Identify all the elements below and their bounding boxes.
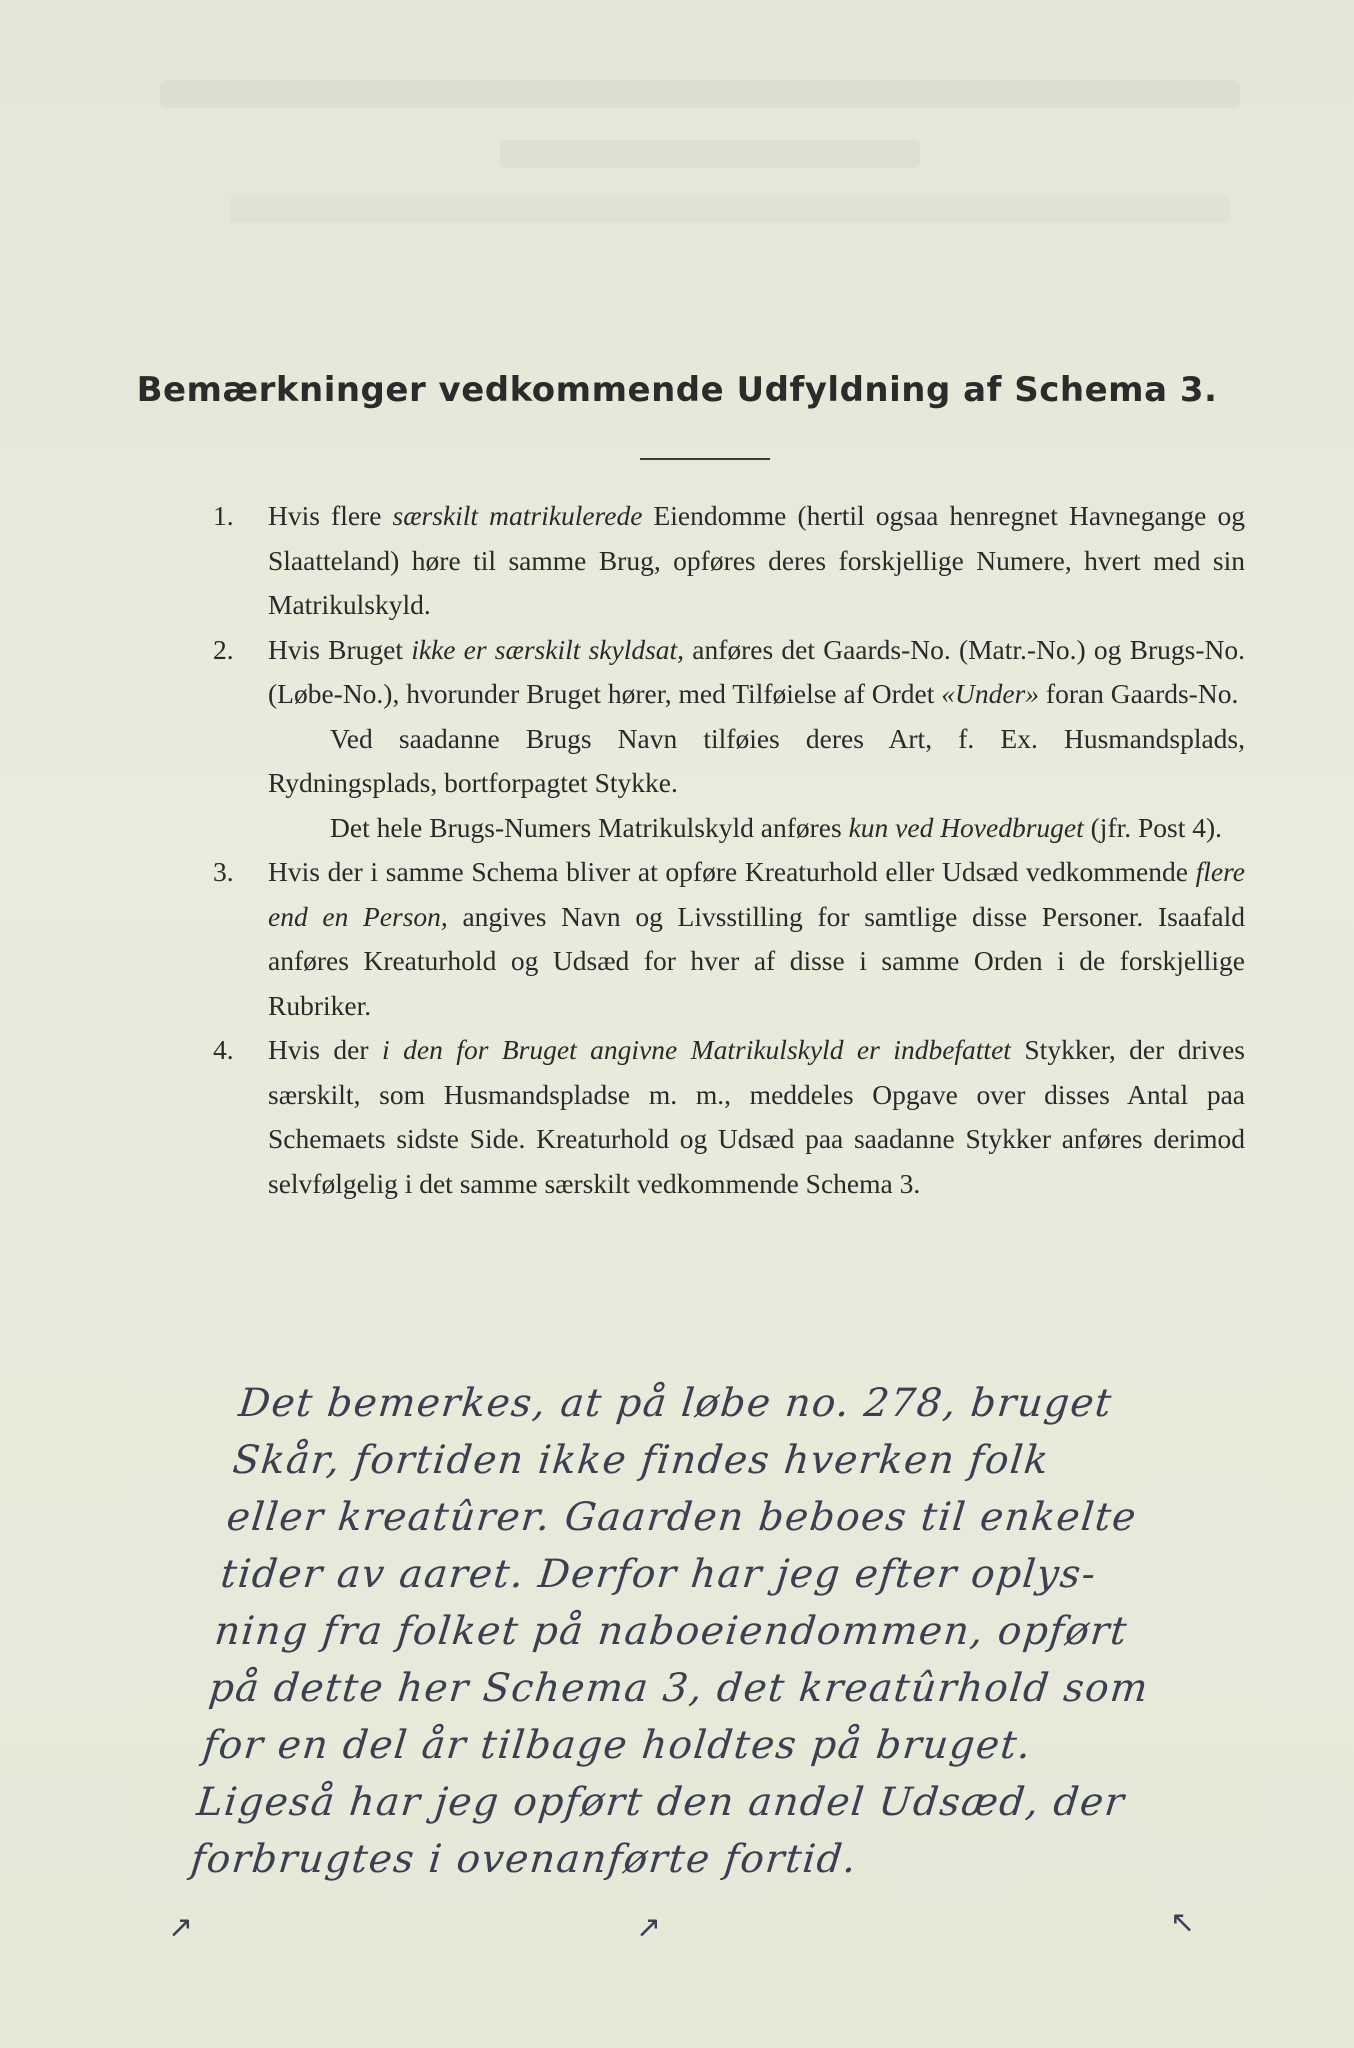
- body-text: Ved saadanne Brugs Navn tilføies deres Art, f. Ex. Husmandsplads, Rydningsplads, bortforpagtet Stykke.: [268, 722, 1245, 798]
- emphasis-text: ikke er særskilt skyldsat,: [411, 633, 685, 665]
- page-title: Bemærkninger vedkommende Udfyldning af Schema 3.: [136, 370, 1218, 410]
- body-text: angives Navn og Livsstilling for samtlige disse Personer. Isaafald anføres Kreaturhold og Udsæd for hver af disse i samme Orden i de forskjellige Rubriker.: [268, 900, 1245, 1021]
- body-text: foran Gaards-No.: [1039, 678, 1239, 709]
- instruction-item: [205, 628, 1245, 851]
- body-text: Hvis der: [268, 1034, 383, 1065]
- instruction-paragraph: [268, 1028, 1245, 1206]
- instruction-paragraph: [268, 717, 1245, 806]
- title-divider: [640, 458, 770, 460]
- check-mark-icon: ↗: [636, 1910, 662, 1945]
- handwritten-note: [188, 1375, 1354, 1888]
- handwritten-line: forbrugtes i ovenanførte fortid.: [188, 1837, 860, 1882]
- body-text: Hvis der i samme Schema bliver at opføre Kreaturhold eller Udsæd vedkommende: [268, 856, 1196, 887]
- emphasis-text: kun ved Hovedbruget: [848, 811, 1084, 843]
- bleed-through-text: [160, 80, 1240, 108]
- bleed-through-text: [500, 140, 920, 168]
- instruction-item: [205, 1028, 1245, 1206]
- instruction-paragraph: [268, 850, 1245, 1028]
- body-text: Hvis flere: [268, 500, 393, 531]
- emphasis-text: flere end en Person,: [268, 856, 1245, 932]
- item-number: 2.: [213, 633, 234, 665]
- item-number: 3.: [213, 856, 234, 887]
- item-number: 4.: [213, 1034, 234, 1065]
- instructions-list: [205, 494, 1245, 1206]
- body-text: Eiendomme (hertil ogsaa henregnet Havnegange og Slaatteland) høre til samme Brug, opføres deres forskjellige Numere, hvert med sin Matrikulskyld.: [268, 500, 1245, 620]
- check-mark-icon: ↗: [168, 1910, 194, 1945]
- emphasis-text: i den for Bruget angivne Matrikulskyld er indbefattet: [382, 1034, 1011, 1065]
- handwritten-line: for en del år tilbage holdtes på bruget.: [200, 1723, 1035, 1768]
- item-number: 1.: [213, 500, 234, 531]
- handwritten-line: Ligeså har jeg opført den andel Udsæd, der: [194, 1780, 1128, 1825]
- instruction-paragraph: [268, 494, 1245, 628]
- instruction-item: [205, 494, 1245, 628]
- handwritten-line: eller kreatûrer. Gaarden beboes til enkelte: [224, 1495, 1140, 1540]
- bleed-through-text: [230, 195, 1230, 223]
- handwritten-line: tider av aaret. Derfor har jeg efter oplys-: [218, 1552, 1099, 1597]
- body-text: (jfr. Post 4).: [1083, 811, 1223, 843]
- body-text: Hvis Bruget: [268, 633, 412, 665]
- instruction-item: [205, 850, 1245, 1028]
- handwritten-line: Skår, fortiden ikke findes hverken folk: [230, 1438, 1052, 1483]
- instruction-paragraph: [268, 628, 1245, 717]
- emphasis-text: «Under»: [941, 678, 1040, 709]
- body-text: Det hele Brugs-Numers Matrikulskyld anføres: [330, 811, 849, 843]
- emphasis-text: særskilt matrikulerede: [392, 500, 643, 531]
- handwritten-line: på dette her Schema 3, det kreatûrhold som: [206, 1666, 1152, 1711]
- handwritten-line: ning fra folket på naboeiendommen, opført: [212, 1609, 1131, 1654]
- body-text: anføres det Gaards-No. (Matr.-No.) og Brugs-No. (Løbe-No.), hvorunder Bruget hører, med Tilføielse af Ordet: [268, 633, 1245, 709]
- instruction-paragraph: [268, 806, 1245, 851]
- body-text: Stykker, der drives særskilt, som Husmandspladse m. m., meddeles Opgave over disses Antal paa Schemaets sidste Side. Kreaturhold og Udsæd paa saadanne Stykker anføres derimod selvfølgelig i det samme særskilt vedkommende Schema 3.: [268, 1034, 1245, 1199]
- check-mark-icon: ↖: [1170, 1905, 1196, 1940]
- handwritten-line: Det bemerkes, at på løbe no. 278, bruget: [236, 1381, 1115, 1426]
